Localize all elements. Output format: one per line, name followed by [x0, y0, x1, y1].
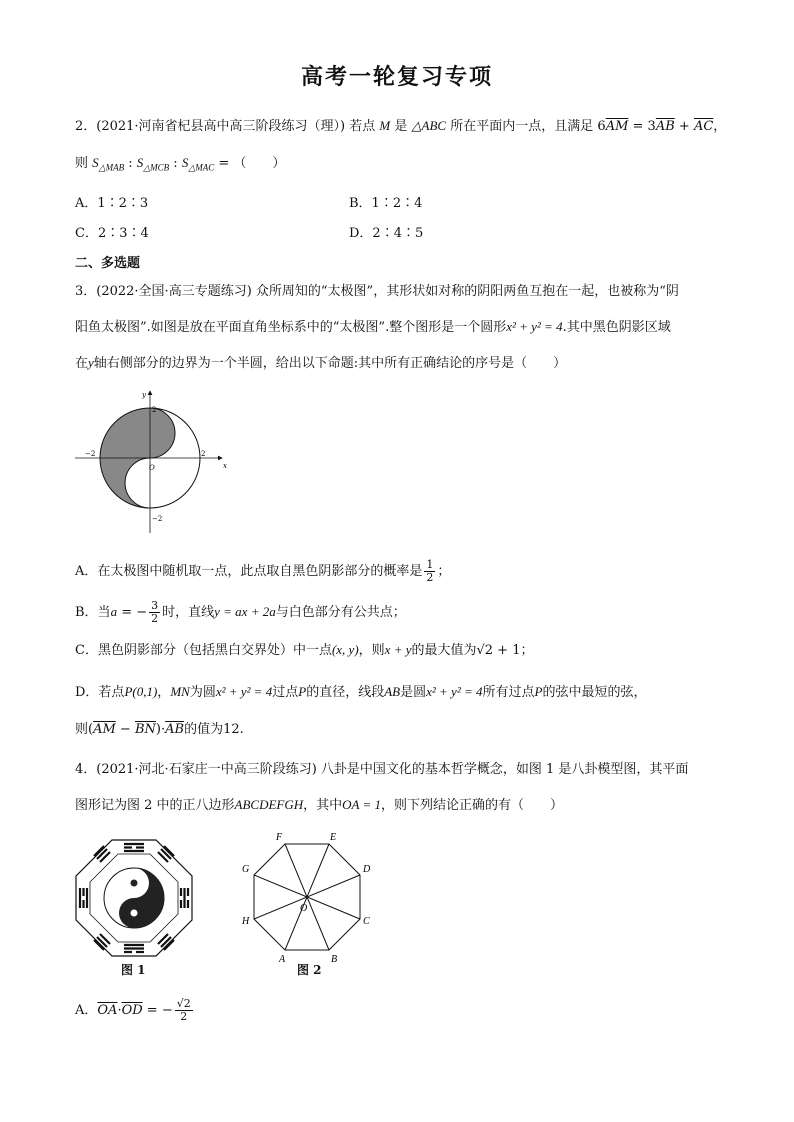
fraction-sqrt2-over-2: $\frac{√2}{2}$: [176, 997, 191, 1023]
vertex-d-label: D: [363, 864, 371, 875]
vertex-e-label: E: [330, 832, 337, 843]
vertex-b-label: B: [331, 954, 338, 965]
q2-option-b[interactable]: B．1∶2∶4: [349, 196, 423, 211]
q4-stem-line1: 4．(2021·河北·石家庄一中高三阶段练习) 八卦是中国文化的基本哲学概念，如图 1 是八卦模型图，其平面: [75, 762, 689, 777]
tick-y-neg2: −2: [152, 515, 163, 523]
q3-stem-line2: 阳鱼太极图”.如图是放在平面直角坐标系中的“太极图”.整个图形是一个圆形x² + y² = 4.其中黑色阴影区域: [75, 319, 671, 335]
vertex-c-label: C: [363, 916, 370, 927]
tick-y-pos2: 2: [152, 406, 157, 414]
q3-option-d-line2: 则$(\overline{AM} - \overline{BN})\cdot\overline{AB}$的值为12.: [75, 722, 244, 737]
page-title: 高考一轮复习专项: [300, 64, 493, 90]
q3-option-d[interactable]: D．若点P(0,1)，MN为圆x² + y² = 4过点P的直径，线段AB是圆x² + y² = 4所有过点P的弦中最短的弦，: [75, 684, 647, 700]
q4-option-a[interactable]: A．$\overline{OA}\cdot\overline{OD}$ = − $\frac{√2}{2}$: [75, 997, 191, 1023]
q2-option-a[interactable]: A．1∶2∶3: [75, 196, 149, 211]
figure1-caption: 图 1: [121, 963, 146, 977]
q3-option-c[interactable]: C．黑色阴影部分（包括黑白交界处）中一点(x, y)，则x + y的最大值为√2 + 1；: [75, 642, 534, 658]
octagon-figure: [232, 820, 382, 966]
origin-label: O: [149, 464, 155, 472]
fraction-three-halves: $\frac{3}{2}$: [151, 599, 159, 625]
q2-option-d[interactable]: D．2∶4∶5: [349, 226, 424, 241]
vertex-f-label: F: [276, 832, 283, 843]
tick-x-pos2: 2: [201, 450, 206, 458]
q2-stem-line1: 2．(2021·河南省杞县高中高三阶段练习（理）) 若点 M 是 △ABC 所在平面内一点，且满足 $6\overline{AM} = 3\overline{AB} + \overline{AC}$，: [75, 118, 727, 134]
vertex-a-label: A: [279, 954, 286, 965]
q2-stem-line2: 则 $S_{\triangle MAB}$ : $S_{\triangle MCB}$ : $S_{\triangle MAC}$ = （ ）: [75, 155, 286, 173]
q3-option-a[interactable]: A．在太极图中随机取一点，此点取自黑色阴影部分的概率是 $\frac{1}{2}$ ；: [75, 558, 451, 584]
vertex-h-label: H: [242, 916, 250, 927]
figure2-caption: 图 2: [297, 963, 322, 977]
q2-option-c[interactable]: C．2∶3∶4: [75, 226, 149, 241]
fraction-one-half: $\frac{1}{2}$: [426, 558, 434, 584]
q3-stem-line3: 在y轴右侧部分的边界为一个半圆，给出以下命题:其中所有正确结论的序号是（ ）: [75, 355, 567, 371]
vertex-g-label: G: [242, 864, 250, 875]
taiji-coordinate-figure: [70, 388, 230, 538]
x-axis-label: x: [223, 462, 227, 470]
y-axis-label: y: [142, 391, 146, 399]
bagua-model-figure: [72, 836, 196, 960]
section-heading-multiple-choice: 二、多选题: [75, 256, 141, 271]
center-o-label: O: [300, 903, 308, 914]
q3-stem-line1: 3．(2022·全国·高三专题练习) 众所周知的“太极图”，其形状如对称的阴阳两鱼互抱在一起，也被称为“阴: [75, 284, 679, 299]
q4-stem-line2: 图形记为图 2 中的正八边形ABCDEFGH，其中OA = 1，则下列结论正确的有（ ）: [75, 797, 564, 813]
q3-option-b[interactable]: B．当a = − $\frac{3}{2}$ 时，直线y = ax + 2a与白色部分有公共点；: [75, 599, 406, 625]
tick-x-neg2: −2: [85, 450, 96, 458]
